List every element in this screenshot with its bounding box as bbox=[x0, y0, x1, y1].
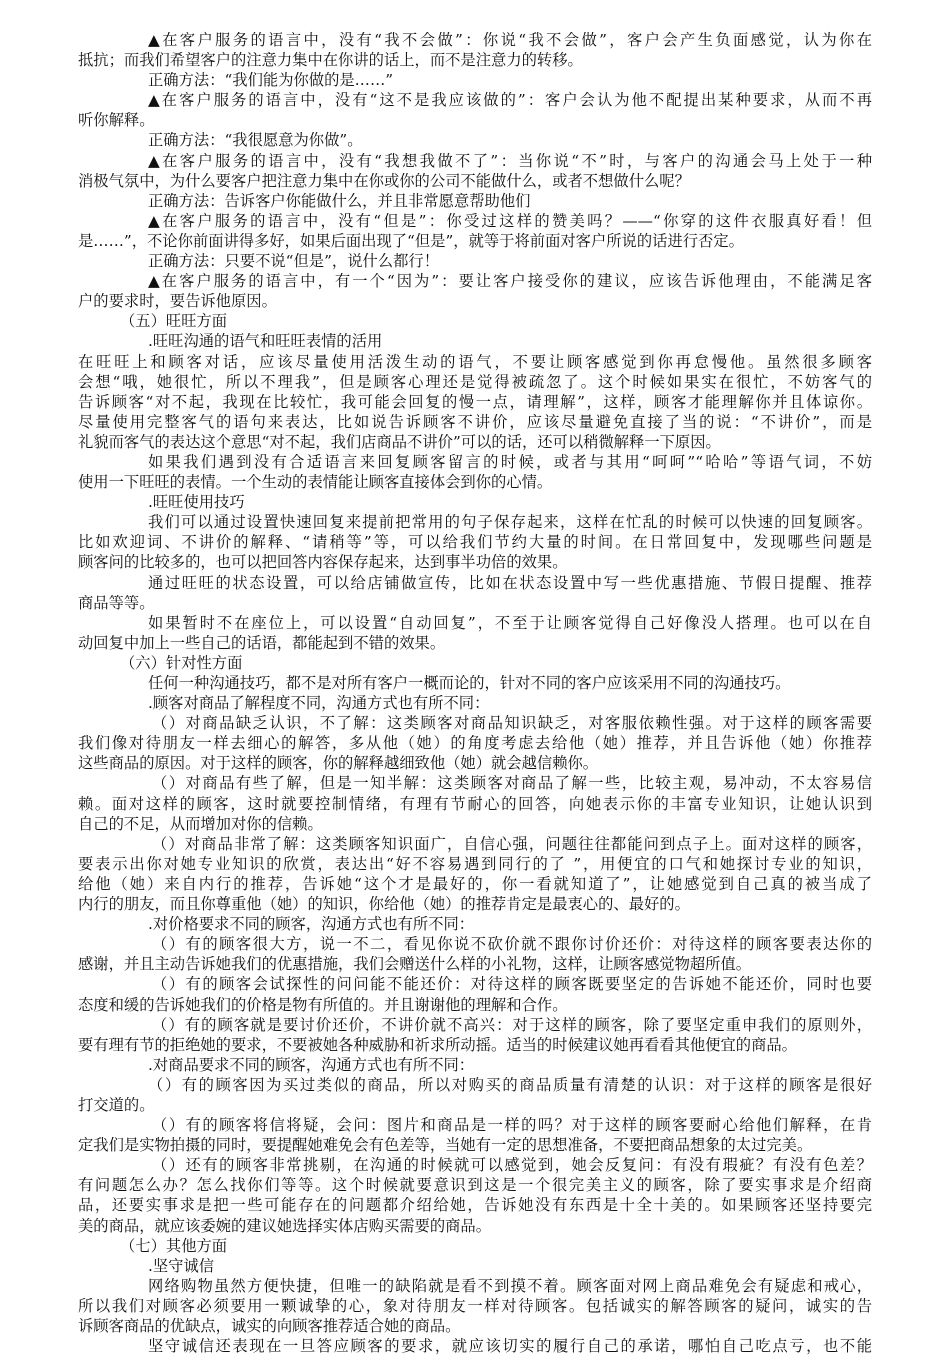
text-line: .旺旺使用技巧 bbox=[148, 493, 245, 512]
text-line: 使用一下旺旺的表情。一个生动的表情能让顾客直接体会到你的心情。 bbox=[78, 473, 553, 492]
text-line: 赖。面对这样的顾客，这时就要控制情绪，有理有节耐心的回答，向她表示你的丰富专业知识，让她认识到 bbox=[78, 794, 872, 813]
text-line: 会想“哦，她很忙，所以不理我”，但是顾客心理还是觉得被疏忽了。这个时候如果实在很忙，不妨客气的 bbox=[78, 372, 872, 391]
text-line: 商品等等。 bbox=[78, 593, 155, 612]
text-line: .顾客对商品了解程度不同，沟通方式也有所不同： bbox=[148, 694, 490, 713]
text-line: （）对商品非常了解：这类顾客知识面广，自信心强，问题往往都能问到点子上。面对这样的顾客， bbox=[152, 834, 872, 853]
text-line: 我们可以通过设置快速回复来提前把常用的句子保存起来，这样在忙乱的时候可以快速的回复顾客。 bbox=[148, 513, 872, 532]
text-line: 给他（她）来自内行的推荐，告诉她“这个才是最好的，你一看就知道了”，让她感觉到自己真的被当成了 bbox=[78, 874, 872, 893]
text-line: 礼貌而客气的表达这个意思“对不起，我们店商品不讲价”可以的话，还可以稍微解释一下原因。 bbox=[78, 432, 721, 451]
text-line: 态度和缓的告诉她我们的价格是物有所值的。并且谢谢他的理解和合作。 bbox=[78, 995, 568, 1014]
text-line: 美的商品，就应该委婉的建议她选择实体店购买需要的商品。 bbox=[78, 1216, 492, 1235]
text-line: .对价格要求不同的顾客，沟通方式也有所不同： bbox=[148, 915, 475, 934]
text-line: 诉顾客商品的优缺点，诚实的向顾客推荐适合她的商品。 bbox=[78, 1317, 461, 1335]
text-line: （）有的顾客就是要讨价还价，不讲价就不高兴：对于这样的顾客，除了要坚定重申我们的原则外， bbox=[152, 1015, 872, 1034]
text-line: 坚守诚信还表现在一旦答应顾客的要求，就应该切实的履行自己的承诺，哪怕自己吃点亏，也不能 bbox=[148, 1337, 872, 1356]
text-line: 我们像对待朋友一样去细心的解答，多从他（她）的角度考虑去给他（她）推荐，并且告诉他（她）你推荐 bbox=[78, 734, 872, 753]
text-line: 要表示出你对她专业知识的欣赏，表达出“好不容易遇到同行的了 ”，用便宜的口气和她探讨专业的知识， bbox=[78, 854, 872, 873]
text-line: ▲在客户服务的语言中，没有“我不会做”：你说“我不会做”，客户会产生负面感觉，认为你在 bbox=[148, 31, 872, 49]
text-line: .坚守诚信 bbox=[148, 1256, 215, 1275]
text-line: （）有的顾客因为买过类似的商品，所以对购买的商品质量有清楚的认识：对于这样的顾客是很好 bbox=[148, 1075, 872, 1094]
text-line: （七）其他方面 bbox=[120, 1236, 228, 1255]
text-line: 任何一种沟通技巧，都不是对所有客户一概而论的，针对不同的客户应该采用不同的沟通技巧。 bbox=[148, 674, 791, 692]
text-line: 在旺旺上和顾客对话，应该尽量使用活泼生动的语气，不要让顾客感觉到你再怠慢他。虽然很多顾客 bbox=[78, 352, 872, 371]
text-line: 网络购物虽然方便快捷，但唯一的缺陷就是看不到摸不着。顾客面对网上商品难免会有疑虑和戒心， bbox=[148, 1276, 872, 1295]
text-line: 听你解释。 bbox=[78, 111, 155, 130]
text-line: 正确方法：“我们能为你做的是……” bbox=[148, 71, 394, 90]
text-line: 户的要求时，要告诉他原因。 bbox=[78, 292, 277, 311]
text-line: 这些商品的原因。对于这样的顾客，你的解释越细致他（她）就会越信赖你。 bbox=[78, 754, 599, 773]
text-line: ▲在客户服务的语言中，没有“我想我做不了”：当你说“不”时，与客户的沟通会马上处于一种 bbox=[148, 151, 872, 170]
text-line: 正确方法：“我很愿意为你做”。 bbox=[148, 131, 363, 150]
text-line: ▲在客户服务的语言中，有一个“因为”：要让客户接受你的建议，应该告诉他理由，不能满足客 bbox=[148, 272, 872, 291]
text-line: （）对商品有些了解，但是一知半解：这类顾客对商品了解一些，比较主观，易冲动，不太容易信 bbox=[152, 774, 872, 793]
text-line: .旺旺沟通的语气和旺旺表情的活用 bbox=[148, 332, 383, 351]
text-line: 所以我们对顾客必须要用一颗诚挚的心，象对待朋友一样对待顾客。包括诚实的解答顾客的疑问，诚实的告 bbox=[78, 1296, 872, 1315]
text-line: 抵抗；而我们希望客户的注意力集中在你讲的话上，而不是注意力的转移。 bbox=[78, 51, 583, 70]
text-line: （）有的顾客将信将疑，会问：图片和商品是一样的吗？对于这样的顾客要耐心给他们解释，在肯 bbox=[152, 1116, 872, 1135]
text-line: 是……”，不论你前面讲得多好，如果后面出现了“但是”，就等于将前面对客户所说的话进行否定。 bbox=[78, 231, 744, 250]
text-line: 动回复中加上一些自己的话语，都能起到不错的效果。 bbox=[78, 633, 446, 652]
text-line: ▲在客户服务的语言中，没有“但是”：你受过这样的赞美吗？——“你穿的这件衣服真好看！但 bbox=[148, 211, 872, 230]
text-line: （）有的顾客很大方，说一不二，看见你说不砍价就不跟你讨价还价：对待这样的顾客要表达你的 bbox=[152, 935, 872, 954]
text-line: 正确方法：只要不说“但是”，说什么都行！ bbox=[148, 252, 439, 271]
text-line: （）有的顾客会试探性的问问能不能还价：对待这样的顾客既要坚定的告诉她不能还价，同时也要 bbox=[152, 975, 872, 994]
text-line: （）对商品缺乏认识，不了解：这类顾客对商品知识缺乏，对客服依赖性强。对于这样的顾客需要 bbox=[152, 714, 872, 733]
text-line: 如果暂时不在座位上，可以设置“自动回复”，不至于让顾客觉得自己好像没人搭理。也可以在自 bbox=[148, 613, 872, 632]
text-line: 要有理有节的拒绝她的要求，不要被她各种威胁和祈求所动摇。适当的时候建议她再看看其他便宜的商品。 bbox=[78, 1035, 797, 1054]
text-line: 打交道的。 bbox=[78, 1095, 155, 1114]
text-line: （六）针对性方面 bbox=[120, 653, 243, 672]
text-line: 如果我们遇到没有合适语言来回复顾客留言的时候，或者与其用“呵呵”“哈哈”等语气词，不妨 bbox=[148, 452, 872, 471]
text-line: 消极气氛中，为什么要客户把注意力集中在你或你的公司不能做什么，或者不想做什么呢？ bbox=[78, 171, 690, 190]
text-line: （五）旺旺方面 bbox=[120, 312, 228, 331]
text-line: （）还有的顾客非常挑剔，在沟通的时候就可以感觉到，她会反复问：有没有瑕疵？有没有色差？ bbox=[152, 1156, 872, 1175]
text-line: 感谢，并且主动告诉她我们的优惠措施，我们会赠送什么样的小礼物，这样，让顾客感觉物超所值。 bbox=[78, 955, 752, 974]
text-line: 品，还要实事求是把一些可能存在的问题都介绍给她，告诉她没有东西是十全十美的。如果顾客还坚持要完 bbox=[78, 1196, 872, 1215]
text-line: 有问题怎么办？怎么找你们等等。这个时候就要意识到这是一个很完美主义的顾客，除了要实事求是介绍商 bbox=[78, 1176, 872, 1195]
text-line: 正确方法：告诉客户你能做什么，并且非常愿意帮助他们 bbox=[148, 191, 531, 210]
text-line: 告诉顾客“对不起，我现在比较忙，我可能会回复的慢一点，请理解”，这样，顾客才能理解你并且体谅你。 bbox=[78, 392, 872, 411]
text-line: .对商品要求不同的顾客，沟通方式也有所不同： bbox=[148, 1055, 475, 1074]
text-line: 内行的朋友，而且你尊重他（她）的知识，你给他（她）的推荐肯定是最衷心的、最好的。 bbox=[78, 895, 690, 914]
text-line: 顾客问的比较多的，也可以把回答内容保存起来，达到事半功倍的效果。 bbox=[78, 553, 568, 572]
text-line: 自己的不足，从而增加对你的信赖。 bbox=[78, 814, 323, 833]
text-line: ▲在客户服务的语言中，没有“这不是我应该做的”：客户会认为他不配提出某种要求，从而不再 bbox=[148, 91, 872, 110]
text-line: 比如欢迎词、不讲价的解释、“请稍等”等，可以给我们节约大量的时间。在日常回复中，发现哪些问题是 bbox=[78, 533, 872, 552]
text-line: 定我们是实物拍摄的同时，要提醒她难免会有色差等，当她有一定的思想准备，不要把商品想象的太过完美。 bbox=[78, 1136, 813, 1155]
text-line: 尽量使用完整客气的语句来表达，比如说告诉顾客不讲价，应该尽量避免直接了当的说：“不讲价”，而是 bbox=[78, 412, 872, 431]
text-line: 通过旺旺的状态设置，可以给店铺做宣传，比如在状态设置中写一些优惠措施、节假日提醒、推荐 bbox=[148, 573, 872, 592]
